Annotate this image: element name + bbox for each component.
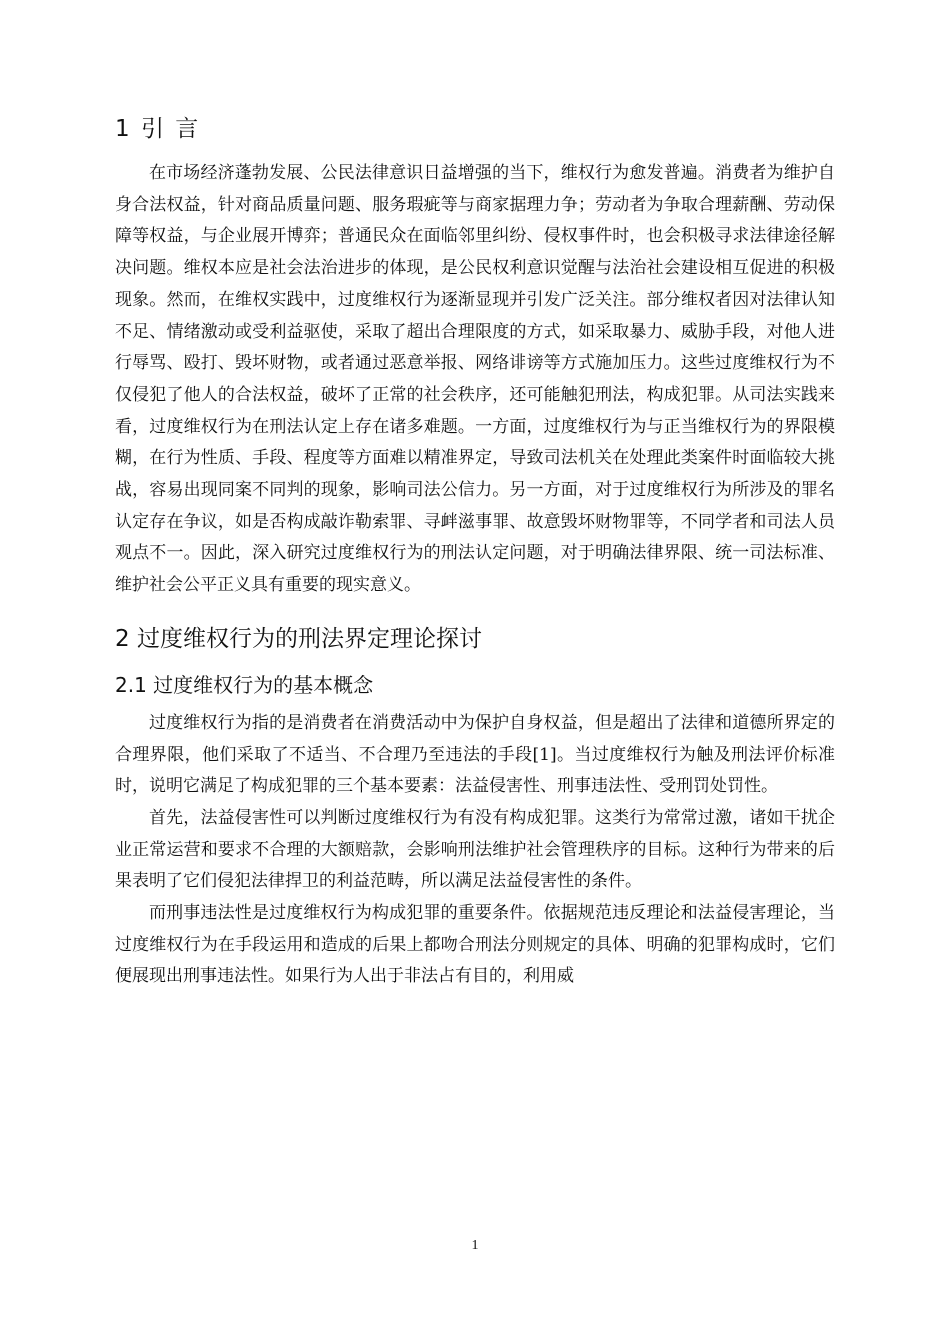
paragraph-legal-interest: 首先，法益侵害性可以判断过度维权行为有没有构成犯罪。这类行为常常过激，诸如干扰企业正常运营和要求不合理的大额赔款，会影响刑法维护社会管理秩序的目标。这种行为带来的后果表明了它们侵犯法律捍卫的利益范畴，所以满足法益侵害性的条件。 xyxy=(115,807,835,892)
section-heading-introduction: 1 引 言 xyxy=(115,116,201,142)
introduction-paragraph: 在市场经济蓬勃发展、公民法律意识日益增强的当下，维权行为愈发普遍。消费者为维护自身合法权益，针对商品质量问题、服务瑕疵等与商家据理力争；劳动者为争取合理薪酬、劳动保障等权益，与企业展开博弈；普通民众在面临邻里纠纷、侵权事件时，也会积极寻求法律途径解决问题。维权本应是社会法治进步的体现，是公民权利意识觉醒与法治社会建设相互促进的积极现象。然而，在维权实践中，过度维权行为逐渐显现并引发广泛关注。部分维权者因对法律认知不足、情绪激动或受利益驱使，采取了超出合理限度的方式，如采取暴力、威胁手段，对他人进行辱骂、殴打、毁坏财物，或者通过恶意举报、网络诽谤等方式施加压力。这些过度维权行为不仅侵犯了他人的合法权益，破坏了正常的社会秩序，还可能触犯刑法，构成犯罪。从司法实践来看，过度维权行为在刑法认定上存在诸多难题。一方面，过度维权行为与正当维权行为的界限模糊，在行为性质、手段、程度等方面难以精准界定，导致司法机关在处理此类案件时面临较大挑战，容易出现同案不同判的现象，影响司法公信力。另一方面，对于过度维权行为所涉及的罪名认定存在争议，如是否构成敲诈勒索罪、寻衅滋事罪、故意毁坏财物罪等，不同学者和司法人员观点不一。因此，深入研究过度维权行为的刑法认定问题，对于明确法律界限、统一司法标准、维护社会公平正义具有重要的现实意义。 xyxy=(115,163,835,596)
subsection-heading-basic-concept: 2.1 过度维权行为的基本概念 xyxy=(115,672,374,697)
section-heading-theory: 2 过度维权行为的刑法界定理论探讨 xyxy=(115,625,482,652)
page-body xyxy=(115,112,835,993)
page-number: 1 xyxy=(471,1238,479,1253)
paragraph-definition: 过度维权行为指的是消费者在消费活动中为保护自身权益，但是超出了法律和道德所界定的合理界限，他们采取了不适当、不合理乃至违法的手段[1]。当过度维权行为触及刑法评价标准时，说明它满足了构成犯罪的三个基本要素：法益侵害性、刑事违法性、受刑罚处罚性。 xyxy=(115,712,835,797)
paragraph-criminal-illegality: 而刑事违法性是过度维权行为构成犯罪的重要条件。依据规范违反理论和法益侵害理论，当过度维权行为在手段运用和造成的后果上都吻合刑法分则规定的具体、明确的犯罪构成时，它们便展现出刑事违法性。如果行为人出于非法占有目的，利用威 xyxy=(115,903,835,987)
